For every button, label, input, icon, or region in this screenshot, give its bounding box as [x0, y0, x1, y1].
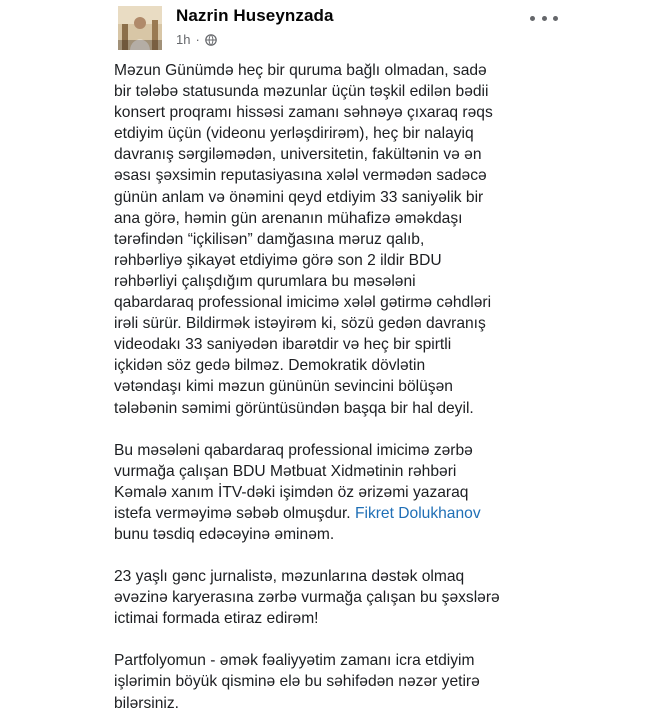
post-paragraph-1: Məzun Günümdə heç bir quruma bağlı olmadan, sadə bir tələbə statusunda məzunlar üçün təşkil edilən bədii konsert proqramı hissəsi zamanı səhnəyə çıxaraq rəqs etdiyim üçün (videonu yerləşdirirəm), heç bir nalayiq davranış sərgiləmədən, universitetin, fakültənin və ən əsası şəxsimin reputasiyasına xələl vermədən sadəcə günün anlam və önəmini qeyd etdiyim 33 saniyəlik bir ana görə, həmin gün arenanın mühafizə əməkdaşı tərəfindən “içkilisən” damğasına məruz qalıb, rəhbərliyə şikayət etdiyimə görə son 2 ildir BDU rəhbərliyi çalışdığım qurumlara bu məsələni qabardaraq professional imicimə xələl gətirmə cəhdləri irəli sürür. Bildirmək istəyirəm ki, sözü gedən davranış videodakı 33 saniyədən ibarətdir və heç bir spirtli içkidən söz gedə bilməz. Demokratik dövlətin vətəndaşı kimi məzun gününün sevincini bölüşən tələbənin səmimi görüntüsündən başqa bir hal deyil. [114, 62, 493, 417]
post-meta [176, 32, 217, 47]
more-options-icon[interactable] [530, 8, 558, 28]
post-paragraph-4: Partfolyomun - əmək fəaliyyətim zamanı icra etdiyim işlərimin böyük qisminə elə bu səhifədən nəzər yetirə bilərsiniz. [114, 652, 480, 712]
meta-separator: · [195, 32, 200, 47]
post-body [114, 60, 554, 714]
paragraph-2-text-before: Bu məsələni qabardaraq professional imicimə zərbə vurmağa çalışan BDU Mətbuat Xidmətinin rəhbəri Kəmalə xanım İTV-dəki işimdən öz ərizəmi yazaraq istefa verməyimə səbəb olmuşdur. [114, 441, 473, 522]
post-timestamp[interactable]: 1h [176, 32, 191, 47]
author-name[interactable]: Nazrin Huseynzada [176, 6, 334, 25]
avatar-photo [118, 6, 162, 50]
post-paragraph-2 [114, 440, 554, 545]
paragraph-2-text-after: bunu təsdiq edəcəyinə əminəm. [114, 525, 335, 543]
post-header [112, 0, 568, 56]
post-paragraph-3: 23 yaşlı gənc jurnalistə, məzunlarına dəstək olmaq əvəzinə karyerasına zərbə vurmağa çalışan bu şəxslərə ictimai formada etiraz edirəm! [114, 568, 500, 628]
author-avatar[interactable] [118, 6, 162, 50]
mention-link-fikret-dolukhanov[interactable]: Fikret Dolukhanov [354, 504, 481, 522]
globe-icon [205, 34, 217, 46]
